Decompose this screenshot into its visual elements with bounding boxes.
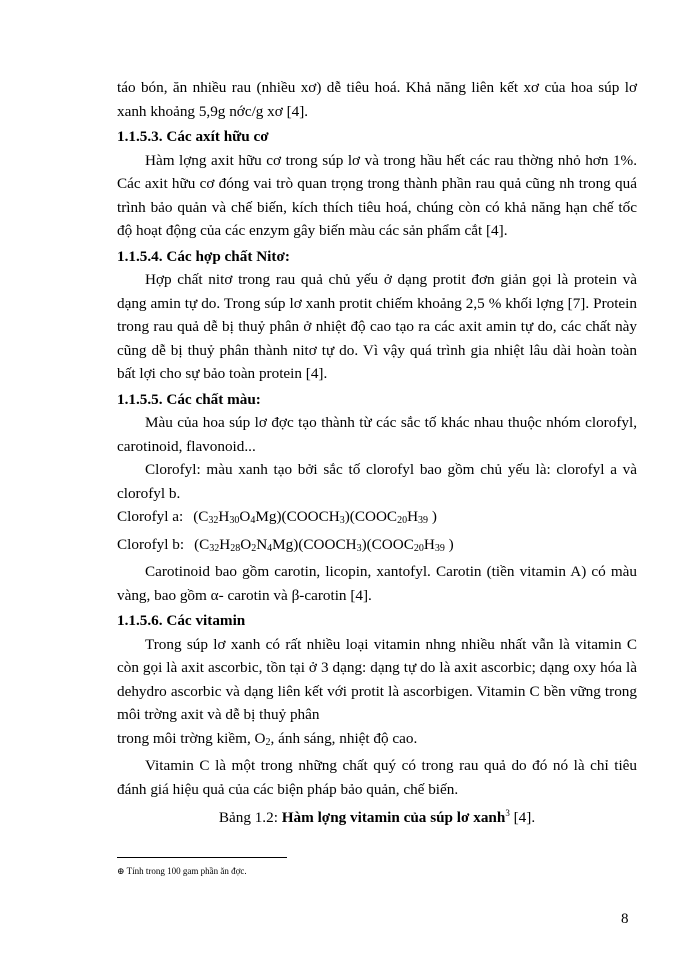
heading-vitamins: 1.1.5.6. Các vitamin: [117, 612, 246, 629]
carotinoid-end: carotin [4].: [304, 586, 372, 604]
table-caption: [117, 802, 637, 830]
vitamins-tail-end: , ánh sáng, nhiệt độ cao.: [270, 729, 418, 747]
paragraph-nitrogen-compounds: Hợp chất nitơ trong rau quả chủ yếu ở dạng protit đơn giản gọi là protein và dạng amin tự do. Trong súp lơ xanh protit chiếm khoảng 2,5 % khối lợng [7]. Protein trong rau quả dễ bị thuỷ phân ở nhiệt độ cao tạo ra các axit amin tự do, các chất này cũng dễ bị thuỷ phân thành nitơ tự do. Vì vậy quá trình gia nhiệt lâu dài hoàn toàn bất lợi cho sự bảo toàn protein [4].: [117, 271, 637, 382]
beta-symbol: β-: [291, 586, 305, 604]
paragraph-pigments: Màu của hoa súp lơ đợc tạo thành từ các sắc tố khác nhau thuộc nhóm clorofyl, carotinoid, flavonoid...: [117, 414, 637, 455]
vitamins-tail-text: trong môi trờng kiềm, O: [117, 729, 266, 747]
document-body: [117, 76, 637, 830]
page-number: 8: [621, 911, 629, 927]
carotinoid-text: Carotinoid bao gồm carotin, licopin, xantofyl. Carotin (tiền vitamin A) có màu vàng, bao gồm: [117, 563, 637, 604]
paragraph-carotinoid: [117, 560, 637, 607]
caption-title: Hàm lợng vitamin của súp lơ xanh: [281, 809, 506, 826]
heading-organic-acids: 1.1.5.3. Các axít hữu cơ: [117, 128, 269, 145]
caption-reference: [4].: [509, 809, 536, 826]
paragraph-vitamins: Trong súp lơ xanh có rất nhiều loại vitamin nhng nhiều nhất vẫn là vitamin C còn gọi là axit ascorbic, tồn tại ở 3 dạng: dạng tự do là axit ascorbic; dạng oxy hóa là dehydro ascorbic và dạng liên kết với protit là ascorbigen. Vitamin C bền vững trong môi trờng axit và dễ bị thuỷ phân: [117, 635, 637, 723]
paragraph-vitamins-tail: [117, 727, 637, 755]
oxygen-subscript: 2: [265, 736, 271, 748]
formula-a-label: Clorofyl a:: [117, 508, 184, 525]
heading-pigments: 1.1.5.5. Các chất màu:: [117, 390, 261, 408]
paragraph-intro: táo bón, ăn nhiều rau (nhiều xơ) dễ tiêu hoá. Khả năng liên kết xơ của hoa súp lơ xanh khoảng 5,9g nớc/g xơ [4].: [117, 79, 637, 120]
formula-b-label: Clorofyl b:: [117, 535, 185, 553]
footnote: ⊕ Tính trong 100 gam phần ăn đợc.: [117, 866, 247, 876]
formula-a-value: $(C_{32}H_{30}O_4Mg)(COOCH_3)(COOC_{20}H_{39}$ ): [193, 508, 437, 526]
paragraph-organic-acids: Hàm lợng axit hữu cơ trong súp lơ và trong hầu hết các rau thờng nhỏ hơn 1%. Các axit hữu cơ đóng vai trò quan trọng trong thành phần rau quả cũng nh trong quá trình bảo quản và chế biến, kích thích tiêu hoá, chúng còn có khả năng hạn chế tốc độ hoạt động của các enzym gây biến màu các sản phẩm cắt [4].: [117, 151, 637, 239]
footnote-divider: [117, 857, 287, 858]
paragraph-vitamin-c: Vitamin C là một trong những chất quý có trong rau quả do đó nó là chỉ tiêu đánh giá hiệu quả của các biện pháp bảo quản, chế biến.: [117, 757, 637, 798]
carotinoid-and: và: [269, 586, 292, 604]
caption-prefix: Bảng 1.2:: [218, 809, 282, 826]
formula-chlorophyll-b: [117, 533, 637, 561]
heading-nitrogen-compounds: 1.1.5.4. Các hợp chất Nitơ:: [117, 247, 290, 265]
formula-b-value: $(C_{32}H_{28}O_2N_4Mg)(COOCH_3)(COOC_{20}H_{39}$ ): [194, 535, 454, 554]
formula-chlorophyll-a: [117, 505, 637, 533]
alpha-carotin: α- carotin: [210, 586, 270, 604]
caption-footnote-mark: 3: [505, 808, 510, 818]
paragraph-chlorophyll: Clorofyl: màu xanh tạo bởi sắc tố clorofyl bao gồm chủ yếu là: clorofyl a và clorofyl b.: [117, 461, 637, 502]
